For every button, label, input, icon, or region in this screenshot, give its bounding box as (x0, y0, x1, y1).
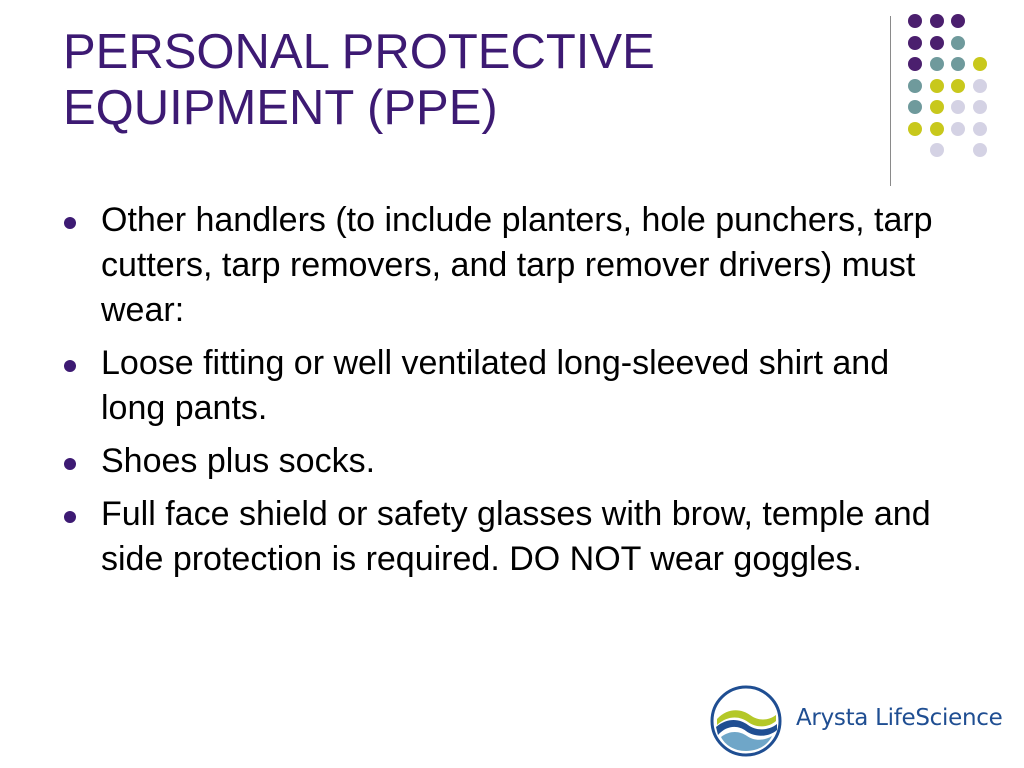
bullet-item (64, 341, 944, 431)
title-divider (890, 16, 891, 186)
decorative-dot (973, 100, 987, 114)
decorative-dot (973, 122, 987, 136)
decorative-dot (908, 122, 922, 136)
decorative-dot (951, 122, 965, 136)
decorative-dot (930, 122, 944, 136)
decorative-dot (930, 79, 944, 93)
decorative-dot (930, 143, 944, 157)
decorative-dot (951, 100, 965, 114)
decorative-dot (951, 14, 965, 28)
bullet-text: Shoes plus socks. (101, 442, 376, 480)
decorative-dot (930, 57, 944, 71)
decorative-dot (951, 36, 965, 50)
decorative-dot (908, 14, 922, 28)
bullet-marker-icon (64, 511, 76, 523)
decorative-dot (973, 57, 987, 71)
decorative-dot (908, 36, 922, 50)
decorative-dot-grid (908, 14, 1012, 164)
slide-title-line: EQUIPMENT (PPE) (63, 81, 498, 135)
bullet-item (64, 198, 944, 333)
decorative-dot (930, 100, 944, 114)
bullet-text: Full face shield or safety glasses with brow, temple and side protection is required. DO NOT wear goggles. (101, 495, 931, 578)
arysta-wave-icon (708, 683, 784, 759)
decorative-dot (951, 57, 965, 71)
bullet-text: Loose fitting or well ventilated long-sleeved shirt and long pants. (101, 344, 890, 427)
bullet-marker-icon (64, 360, 76, 372)
decorative-dot (908, 100, 922, 114)
bullet-text: Other handlers (to include planters, hole punchers, tarp cutters, tarp removers, and tarp remover drivers) must wear: (101, 201, 933, 329)
slide-title (63, 24, 863, 136)
logo-wordmark: Arysta LifeScience (796, 705, 1003, 731)
company-logo (708, 683, 1008, 759)
bullet-list (64, 198, 944, 590)
decorative-dot (930, 14, 944, 28)
bullet-marker-icon (64, 458, 76, 470)
decorative-dot (951, 79, 965, 93)
bullet-marker-icon (64, 217, 76, 229)
decorative-dot (908, 57, 922, 71)
bullet-item (64, 439, 944, 484)
decorative-dot (973, 143, 987, 157)
decorative-dot (973, 79, 987, 93)
decorative-dot (908, 79, 922, 93)
slide-title-line: PERSONAL PROTECTIVE (63, 25, 655, 79)
decorative-dot (930, 36, 944, 50)
bullet-item (64, 492, 944, 582)
